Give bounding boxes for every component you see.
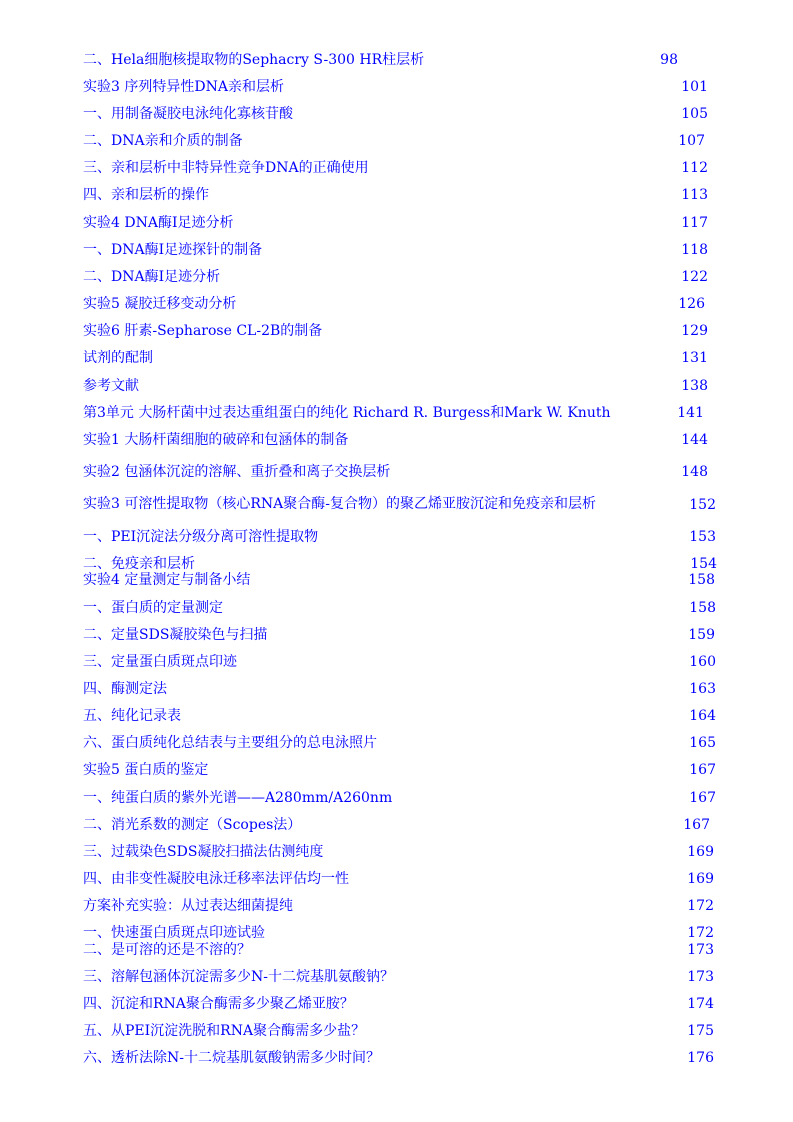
- toc-entry-page[interactable]: 117: [681, 215, 708, 231]
- toc-entry-title[interactable]: 实验4 定量测定与制备小结: [83, 572, 251, 588]
- toc-entry-page[interactable]: 138: [681, 378, 708, 394]
- toc-entry-page[interactable]: 113: [681, 187, 708, 203]
- toc-entry-page[interactable]: 118: [681, 242, 708, 258]
- toc-entry-title[interactable]: 实验5 凝胶迁移变动分析: [83, 296, 237, 312]
- toc-entry-title[interactable]: 一、纯蛋白质的紫外光谱——A280mm/A260nm: [83, 790, 393, 806]
- toc-entry-page[interactable]: 98: [660, 52, 678, 68]
- toc-entry-page[interactable]: 167: [689, 762, 716, 778]
- toc-entry-title[interactable]: 二、消光系数的测定（Scopes法）: [83, 817, 302, 833]
- toc-entry-page[interactable]: 153: [689, 529, 716, 545]
- toc-entry-title[interactable]: 一、PEI沉淀法分级分离可溶性提取物: [83, 529, 319, 545]
- toc-entry-title[interactable]: 实验1 大肠杆菌细胞的破碎和包涵体的制备: [83, 432, 349, 448]
- toc-entry-page[interactable]: 174: [687, 996, 714, 1012]
- toc-entry-title[interactable]: 四、酶测定法: [83, 681, 167, 697]
- toc-entry-page[interactable]: 141: [677, 405, 704, 421]
- toc-entry-title[interactable]: 四、沉淀和RNA聚合酶需多少聚乙烯亚胺？: [83, 996, 354, 1012]
- toc-entry-page[interactable]: 167: [689, 790, 716, 806]
- toc-entry-page[interactable]: 164: [689, 708, 716, 724]
- toc-entry-page[interactable]: 112: [681, 160, 708, 176]
- toc-entry-page[interactable]: 175: [687, 1023, 714, 1039]
- toc-entry-title[interactable]: 实验6 肝素-Sepharose CL-2B的制备: [83, 323, 323, 339]
- toc-entry-title[interactable]: 四、由非变性凝胶电泳迁移率法评估均一性: [83, 871, 349, 887]
- toc-entry-title[interactable]: 一、DNA酶I足迹探针的制备: [83, 242, 263, 258]
- toc-entry-title[interactable]: 二、定量SDS凝胶染色与扫描: [83, 627, 268, 643]
- toc-entry-page[interactable]: 173: [687, 969, 714, 985]
- toc-entry-page[interactable]: 105: [681, 106, 708, 122]
- toc-entry-page[interactable]: 172: [687, 898, 714, 914]
- toc-entry-page[interactable]: 148: [681, 464, 708, 480]
- toc-entry-title[interactable]: 实验3 序列特异性DNA亲和层析: [83, 79, 284, 95]
- toc-entry-page[interactable]: 131: [681, 350, 708, 366]
- toc-entry-page[interactable]: 169: [687, 871, 714, 887]
- toc-entry-page[interactable]: 122: [681, 269, 708, 285]
- toc-entry-title[interactable]: 四、亲和层析的操作: [83, 187, 209, 203]
- toc-entry-title[interactable]: 实验4 DNA酶I足迹分析: [83, 215, 234, 231]
- toc-entry-page[interactable]: 158: [688, 572, 715, 588]
- toc-entry-title[interactable]: 参考文献: [83, 378, 139, 394]
- toc-entry-title[interactable]: 实验3 可溶性提取物（核心RNA聚合酶-复合物）的聚乙烯亚胺沉淀和免疫亲和层析: [83, 496, 596, 512]
- toc-entry-title[interactable]: 二、DNA亲和介质的制备: [83, 133, 243, 149]
- toc-entry-page[interactable]: 129: [681, 323, 708, 339]
- toc-entry-title[interactable]: 实验2 包涵体沉淀的溶解、重折叠和离子交换层析: [83, 464, 391, 480]
- toc-entry-title[interactable]: 方案补充实验：从过表达细菌提纯: [83, 898, 293, 914]
- toc-entry-page[interactable]: 167: [683, 817, 710, 833]
- toc-entry-title[interactable]: 第3单元 大肠杆菌中过表达重组蛋白的纯化 Richard R. Burgess和Mark W. Knuth: [83, 405, 611, 421]
- toc-entry-page[interactable]: 107: [678, 133, 705, 149]
- toc-entry-page[interactable]: 101: [681, 79, 708, 95]
- toc-entry-title[interactable]: 二、是可溶的还是不溶的？: [83, 942, 251, 958]
- toc-entry-page[interactable]: 173: [687, 942, 714, 958]
- toc-entry-title[interactable]: 六、蛋白质纯化总结表与主要组分的总电泳照片: [83, 735, 377, 751]
- toc-entry-title[interactable]: 二、Hela细胞核提取物的Sephacry S-300 HR柱层析: [83, 52, 425, 68]
- toc-entry-title[interactable]: 二、DNA酶I足迹分析: [83, 269, 221, 285]
- toc-entry-page[interactable]: 152: [689, 497, 716, 513]
- toc-entry-title[interactable]: 五、纯化记录表: [83, 708, 181, 724]
- toc-entry-title[interactable]: 六、透析法除N-十二烷基肌氨酸钠需多少时间？: [83, 1050, 380, 1066]
- toc-entry-title[interactable]: 三、过载染色SDS凝胶扫描法估测纯度: [83, 844, 324, 860]
- toc-entry-title[interactable]: 一、用制备凝胶电泳纯化寡核苷酸: [83, 106, 293, 122]
- toc-entry-title[interactable]: 五、从PEI沉淀洗脱和RNA聚合酶需多少盐？: [83, 1023, 366, 1039]
- toc-entry-title[interactable]: 实验5 蛋白质的鉴定: [83, 762, 209, 778]
- toc-entry-page[interactable]: 169: [687, 844, 714, 860]
- toc-entry-page[interactable]: 159: [688, 627, 715, 643]
- toc-entry-page[interactable]: 165: [689, 735, 716, 751]
- toc-entry-title[interactable]: 三、亲和层析中非特异性竞争DNA的正确使用: [83, 160, 369, 176]
- toc-entry-page[interactable]: 163: [689, 681, 716, 697]
- toc-entry-page[interactable]: 158: [689, 600, 716, 616]
- toc-entry-title[interactable]: 一、快速蛋白质斑点印迹试验: [83, 925, 265, 941]
- toc-entry-page[interactable]: 160: [689, 654, 716, 670]
- toc-entry-title[interactable]: 一、蛋白质的定量测定: [83, 600, 223, 616]
- toc-entry-title[interactable]: 三、定量蛋白质斑点印迹: [83, 654, 237, 670]
- toc-entry-page[interactable]: 144: [681, 432, 708, 448]
- toc-entry-title[interactable]: 三、溶解包涵体沉淀需多少N-十二烷基肌氨酸钠？: [83, 969, 394, 985]
- toc-entry-page[interactable]: 126: [678, 296, 705, 312]
- toc-entry-page[interactable]: 154: [690, 556, 717, 572]
- toc-entry-page[interactable]: 172: [687, 925, 714, 941]
- toc-entry-page[interactable]: 176: [687, 1050, 714, 1066]
- toc-entry-title[interactable]: 试剂的配制: [83, 350, 153, 366]
- toc-entry-title[interactable]: 二、免疫亲和层析: [83, 556, 195, 572]
